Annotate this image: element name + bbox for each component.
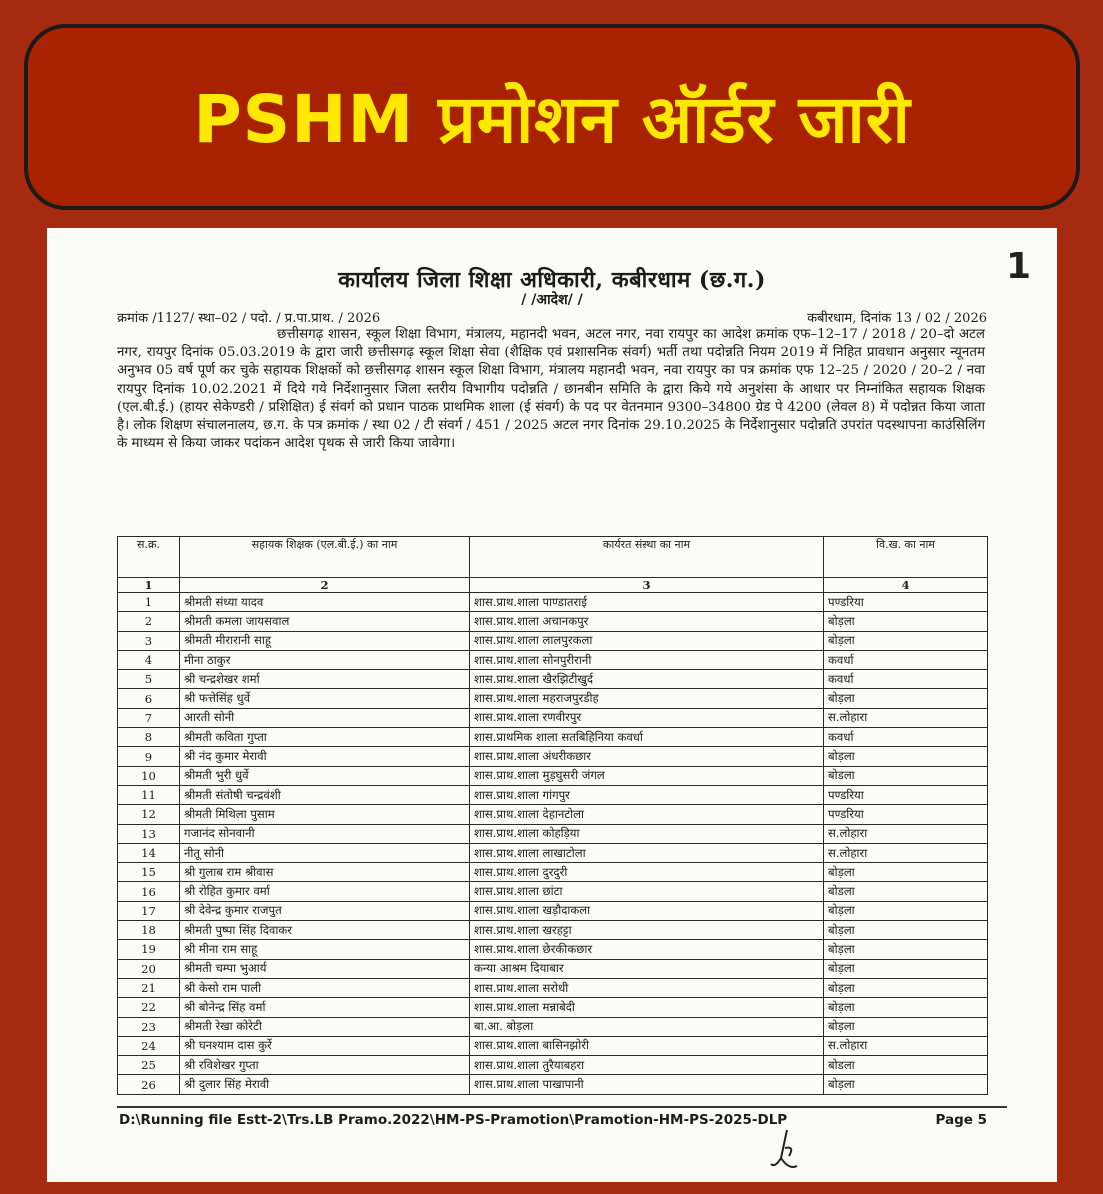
- institution-cell: शास.प्राथ.शाला देहानटोला: [470, 805, 824, 824]
- header-block: वि.ख. का नाम: [824, 537, 988, 578]
- block-cell: पण्डरिया: [824, 785, 988, 804]
- block-cell: बोड़ला: [824, 612, 988, 631]
- serial-cell: 19: [118, 940, 180, 959]
- institution-cell: शास.प्राथ.शाला बासिनझोरी: [470, 1036, 824, 1055]
- header-teacher-name: सहायक शिक्षक (एल.बी.ई.) का नाम: [180, 537, 470, 578]
- teacher-name-cell: श्री रोहित कुमार वर्मा: [180, 882, 470, 901]
- serial-cell: 23: [118, 1017, 180, 1036]
- block-cell: बोड़ला: [824, 747, 988, 766]
- header-serial: स.क्र.: [118, 537, 180, 578]
- teacher-name-cell: श्रीमती संतोषी चन्द्रवंशी: [180, 785, 470, 804]
- place-date: कबीरधाम, दिनांक 13 / 02 / 2026: [807, 311, 987, 326]
- serial-cell: 26: [118, 1075, 180, 1094]
- teacher-name-cell: श्री फत्तेसिंह धुर्वे: [180, 689, 470, 708]
- table-header-row: [118, 537, 988, 578]
- table-row: [118, 593, 988, 612]
- teacher-name-cell: श्रीमती संध्या यादव: [180, 593, 470, 612]
- footer-file-path: D:\Running file Estt-2\Trs.LB Pramo.2022\HM-PS-Pramotion\Pramotion-HM-PS-2025-DLP: [119, 1112, 788, 1128]
- teacher-name-cell: आरती सोनी: [180, 708, 470, 727]
- serial-cell: 25: [118, 1056, 180, 1075]
- institution-cell: शास.प्राथ.शाला खरहट्टा: [470, 921, 824, 940]
- block-cell: बोडला: [824, 1056, 988, 1075]
- teacher-name-cell: श्री बोनेन्द्र सिंह वर्मा: [180, 998, 470, 1017]
- serial-cell: 3: [118, 631, 180, 650]
- block-cell: बोड़ला: [824, 959, 988, 978]
- column-number: 3: [470, 578, 824, 593]
- header-institution: कार्यरत संस्था का नाम: [470, 537, 824, 578]
- serial-cell: 18: [118, 921, 180, 940]
- footer-divider: [117, 1106, 1007, 1108]
- institution-cell: कन्या आश्रम दियाबार: [470, 959, 824, 978]
- footer: [119, 1112, 987, 1128]
- institution-cell: शास.प्राथ.शाला तुरैयाबहरा: [470, 1056, 824, 1075]
- teacher-name-cell: श्री मीना राम साहू: [180, 940, 470, 959]
- teacher-name-cell: श्री चन्द्रशेखर शर्मा: [180, 670, 470, 689]
- column-number: 2: [180, 578, 470, 593]
- teacher-name-cell: श्रीमती कमला जायसवाल: [180, 612, 470, 631]
- institution-cell: शास.प्राथ.शाला गांगपुर: [470, 785, 824, 804]
- institution-cell: शास.प्राथ.शाला सोनपुरीरानी: [470, 650, 824, 669]
- block-cell: स.लोहारा: [824, 708, 988, 727]
- table-row: [118, 921, 988, 940]
- block-cell: बोड़ला: [824, 689, 988, 708]
- order-heading: / /आदेश/ /: [521, 292, 583, 308]
- institution-cell: शास.प्राथ.शाला लाखाटोला: [470, 843, 824, 862]
- banner-title: PSHM प्रमोशन ऑर्डर जारी: [193, 81, 911, 158]
- institution-cell: शास.प्राथ.शाला खैरझिटीखुर्द: [470, 670, 824, 689]
- serial-cell: 6: [118, 689, 180, 708]
- headline-banner: [24, 24, 1080, 210]
- teacher-name-cell: गजानंद सोनवानी: [180, 824, 470, 843]
- institution-cell: शास.प्राथ.शाला अचानकपुर: [470, 612, 824, 631]
- serial-cell: 4: [118, 650, 180, 669]
- serial-cell: 11: [118, 785, 180, 804]
- teacher-name-cell: श्री दुलार सिंह मेरावी: [180, 1075, 470, 1094]
- reference-number: क्रमांक /1127/ स्था–02 / पदो. / प्र.पा.प्राथ. / 2026: [117, 311, 381, 326]
- serial-cell: 15: [118, 863, 180, 882]
- table-row: [118, 959, 988, 978]
- serial-cell: 20: [118, 959, 180, 978]
- block-cell: बोड़ला: [824, 998, 988, 1017]
- block-cell: बोड़ला: [824, 631, 988, 650]
- table-row: [118, 766, 988, 785]
- office-title: कार्यालय जिला शिक्षा अधिकारी, कबीरधाम (छ.ग.): [338, 267, 766, 293]
- institution-cell: बा.आ. बोड़ला: [470, 1017, 824, 1036]
- table-row: [118, 708, 988, 727]
- table-row: [118, 785, 988, 804]
- institution-cell: शास.प्राथ.शाला पाखापानी: [470, 1075, 824, 1094]
- institution-cell: शास.प्राथमिक शाला सतबिहिनिया कवर्धा: [470, 728, 824, 747]
- teacher-name-cell: नीतू सोनी: [180, 843, 470, 862]
- block-cell: बोड़ला: [824, 1017, 988, 1036]
- order-body-text: छत्तीसगढ़ शासन, स्कूल शिक्षा विभाग, मंत्रालय, महानदी भवन, अटल नगर, नवा रायपुर का आदेश क्रमांक एफ–12–17 / 2018 / 20–दो अटल नगर, रायपुर दिनांक 05.03.2019 के द्वारा जारी छत्तीसगढ़ स्कूल शिक्षा सेवा (शैक्षिक एवं प्रशासनिक संवर्ग) भर्ती तथा पदोन्नति नियम 2019 में निहित प्रावधान अनुसार न्यूनतम अनुभव 05 वर्ष पूर्ण कर चुके सहायक शिक्षकों को छत्तीसगढ़ शासन स्कूल शिक्षा विभाग, मंत्रालय महानदी भवन, नवा रायपुर का पत्र क्रमांक एफ 12–25 / 2020 / 20–2 / नवा रायपुर दिनांक 10.02.2021 में दिये गये निर्देशानुसार जिला स्तरीय विभागीय पदोन्नति / छानबीन समिति के द्वारा किये गये अनुशंसा के आधार पर निम्नांकित सहायक शिक्षक (एल.बी.ई.) (हायर सेकेण्डरी / प्रशिक्षित) ई संवर्ग को प्रधान पाठक प्राथमिक शाला (ई संवर्ग) के पद पर वेतनमान 9300–34800 ग्रेड पे 4200 (लेवल 8) में पदोन्नत किया जाता है। लोक शिक्षण संचालनालय, छ.ग. के पत्र क्रमांक / स्था 02 / टी संवर्ग / 451 / 2025 अटल नगर दिनांक 29.10.2025 के निर्देशानुसार पदोन्नति उपरांत पदस्थापना काउंसिलिंग के माध्यम से किया जाकर पदांकन आदेश पृथक से जारी किया जावेगा।: [117, 327, 985, 452]
- table-row: [118, 728, 988, 747]
- table-row: [118, 978, 988, 997]
- institution-cell: शास.प्राथ.शाला मन्नाबेदी: [470, 998, 824, 1017]
- block-cell: बोड़ला: [824, 940, 988, 959]
- teacher-name-cell: श्री घनश्याम दास कुर्रे: [180, 1036, 470, 1055]
- table-row: [118, 631, 988, 650]
- serial-cell: 9: [118, 747, 180, 766]
- block-cell: बोड़ला: [824, 863, 988, 882]
- table-row: [118, 824, 988, 843]
- table-row: [118, 843, 988, 862]
- institution-cell: शास.प्राथ.शाला रणवीरपुर: [470, 708, 824, 727]
- institution-cell: शास.प्राथ.शाला कोहड़िया: [470, 824, 824, 843]
- serial-cell: 17: [118, 901, 180, 920]
- teacher-name-cell: श्री गुलाब राम श्रीवास: [180, 863, 470, 882]
- table-row: [118, 689, 988, 708]
- block-cell: बोड़ला: [824, 1075, 988, 1094]
- serial-cell: 13: [118, 824, 180, 843]
- table-row: [118, 805, 988, 824]
- institution-cell: शास.प्राथ.शाला लालपुरकला: [470, 631, 824, 650]
- teacher-name-cell: श्रीमती रेखा कोरेटी: [180, 1017, 470, 1036]
- table-row: [118, 1075, 988, 1094]
- teacher-name-cell: श्रीमती कविता गुप्ता: [180, 728, 470, 747]
- table-row: [118, 882, 988, 901]
- block-cell: कवर्धा: [824, 670, 988, 689]
- teacher-name-cell: श्री देवेन्द्र कुमार राजपुत: [180, 901, 470, 920]
- block-cell: बोडला: [824, 882, 988, 901]
- institution-cell: शास.प्राथ.शाला खड़ौदाकला: [470, 901, 824, 920]
- block-cell: स.लोहारा: [824, 843, 988, 862]
- serial-cell: 21: [118, 978, 180, 997]
- teacher-name-cell: श्रीमती मिथिला पुसाम: [180, 805, 470, 824]
- institution-cell: शास.प्राथ.शाला दुरदुरी: [470, 863, 824, 882]
- column-number: 4: [824, 578, 988, 593]
- institution-cell: शास.प्राथ.शाला छेरकीकछार: [470, 940, 824, 959]
- order-document: [47, 228, 1057, 1182]
- table-row: [118, 901, 988, 920]
- serial-cell: 14: [118, 843, 180, 862]
- table-row: [118, 998, 988, 1017]
- block-cell: स.लोहारा: [824, 824, 988, 843]
- table-body: [118, 593, 988, 1095]
- block-cell: पण्डरिया: [824, 805, 988, 824]
- table-row: [118, 612, 988, 631]
- table-row: [118, 670, 988, 689]
- serial-cell: 12: [118, 805, 180, 824]
- teacher-name-cell: श्रीमती मीरारानी साहू: [180, 631, 470, 650]
- block-cell: बोडला: [824, 766, 988, 785]
- teacher-name-cell: श्रीमती चम्पा भुआर्य: [180, 959, 470, 978]
- column-number-row: [118, 578, 988, 593]
- serial-cell: 22: [118, 998, 180, 1017]
- teacher-name-cell: श्री नंद कुमार मेरावी: [180, 747, 470, 766]
- table-row: [118, 1017, 988, 1036]
- block-cell: बोड़ला: [824, 901, 988, 920]
- teacher-name-cell: श्रीमती पुष्पा सिंह दिवाकर: [180, 921, 470, 940]
- serial-cell: 7: [118, 708, 180, 727]
- block-cell: पण्डरिया: [824, 593, 988, 612]
- block-cell: स.लोहारा: [824, 1036, 988, 1055]
- serial-cell: 8: [118, 728, 180, 747]
- serial-cell: 16: [118, 882, 180, 901]
- teacher-name-cell: मीना ठाकुर: [180, 650, 470, 669]
- table-row: [118, 940, 988, 959]
- institution-cell: शास.प्राथ.शाला मुड़घुसरी जंगल: [470, 766, 824, 785]
- table-row: [118, 1036, 988, 1055]
- reference-line: [117, 308, 987, 326]
- table-row: [118, 650, 988, 669]
- serial-cell: 2: [118, 612, 180, 631]
- teacher-name-cell: श्रीमती भुरी धुर्वे: [180, 766, 470, 785]
- table-row: [118, 1056, 988, 1075]
- table-row: [118, 863, 988, 882]
- promotion-table: [117, 536, 988, 1095]
- block-cell: कवर्धा: [824, 650, 988, 669]
- block-cell: बोड़ला: [824, 978, 988, 997]
- institution-cell: शास.प्राथ.शाला सरोधी: [470, 978, 824, 997]
- institution-cell: शास.प्राथ.शाला महराजपुरडीह: [470, 689, 824, 708]
- signature-mark: [765, 1128, 805, 1172]
- serial-cell: 1: [118, 593, 180, 612]
- serial-cell: 5: [118, 670, 180, 689]
- teacher-name-cell: श्री केसो राम पाली: [180, 978, 470, 997]
- serial-cell: 10: [118, 766, 180, 785]
- institution-cell: शास.प्राथ.शाला पाण्डातराई: [470, 593, 824, 612]
- footer-page: Page 5: [935, 1112, 987, 1128]
- serial-cell: 24: [118, 1036, 180, 1055]
- table-row: [118, 747, 988, 766]
- column-number: 1: [118, 578, 180, 593]
- block-cell: बोड़ला: [824, 921, 988, 940]
- block-cell: कवर्धा: [824, 728, 988, 747]
- page-number: 1: [1005, 246, 1031, 287]
- institution-cell: शास.प्राथ.शाला अंधरीकछार: [470, 747, 824, 766]
- teacher-name-cell: श्री रविशेखर गुप्ता: [180, 1056, 470, 1075]
- institution-cell: शास.प्राथ.शाला छांटा: [470, 882, 824, 901]
